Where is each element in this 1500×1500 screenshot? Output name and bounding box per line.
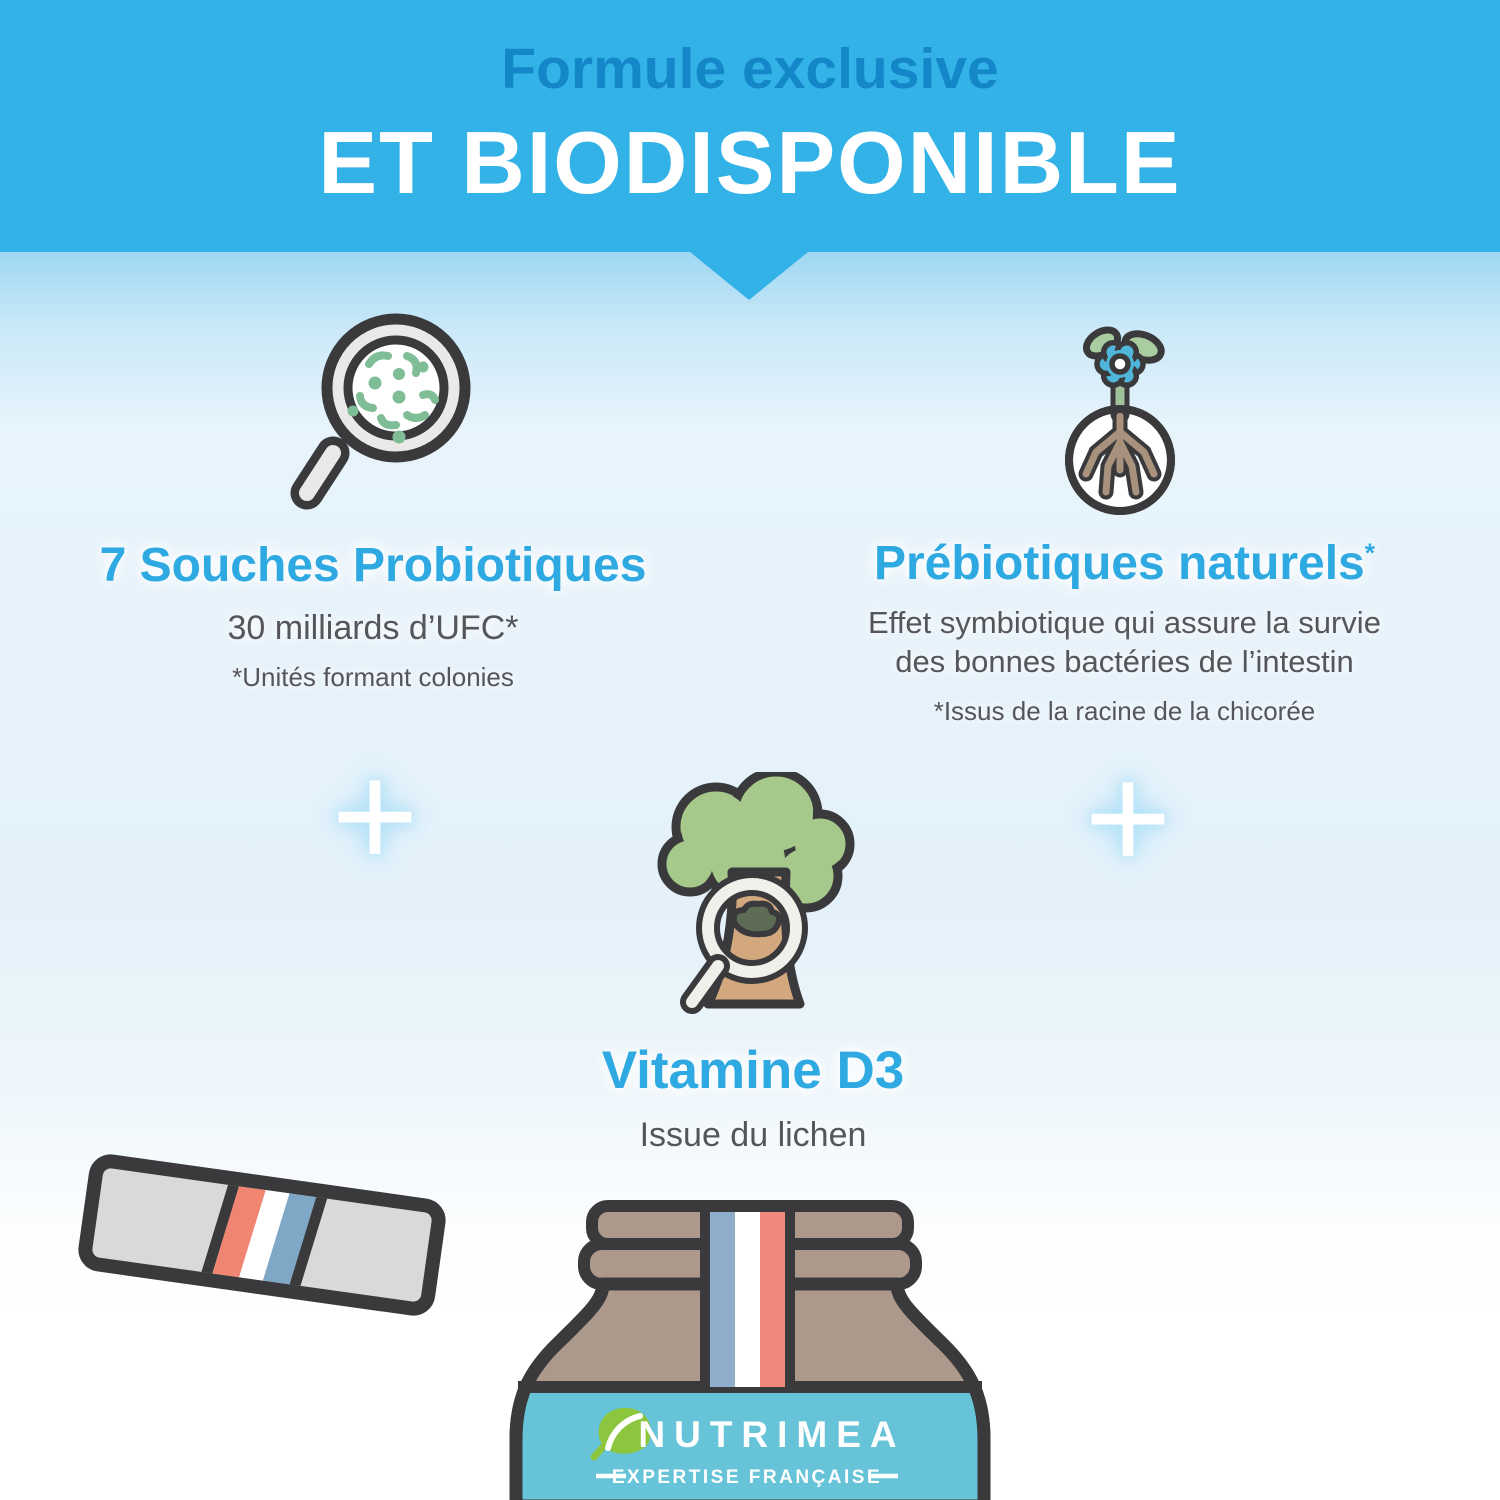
- vitamin-d3-title: Vitamine D3: [601, 1041, 905, 1100]
- vitamin-d3-subtitle: Issue du lichen: [639, 1116, 867, 1155]
- prebiotics-title-asterisk: *: [1364, 538, 1376, 568]
- probiotics-subtitle: 30 milliards d’UFC*: [227, 608, 519, 647]
- section-prebiotics: [812, 538, 1437, 727]
- prebiotics-title-text: Prébiotiques naturels: [873, 537, 1365, 590]
- banner-subtitle: Formule exclusive: [501, 37, 999, 101]
- prebiotics-description: [812, 603, 1437, 682]
- magnifier-bacteria-icon: [283, 312, 518, 529]
- section-probiotics: [48, 540, 698, 693]
- plus-sign-right: +: [1084, 733, 1172, 901]
- sprout-roots-icon: [1052, 320, 1197, 525]
- tree-lichen-magnifier-icon: [648, 772, 860, 1027]
- bottle-cap: [76, 1152, 449, 1319]
- prebiotics-description-line1: Effet symbiotique qui assure la survie: [868, 604, 1381, 640]
- prebiotics-description-line2: des bonnes bactéries de l’intestin: [895, 644, 1354, 680]
- probiotics-footnote: *Unités formant colonies: [232, 661, 514, 692]
- bottle-flag-band: [700, 1212, 795, 1387]
- section-vitamin-d3: [493, 1042, 1013, 1155]
- supplement-bottle: [500, 1200, 1000, 1500]
- probiotics-title: 7 Souches Probiotiques: [99, 539, 647, 592]
- banner-pointer-triangle: [690, 252, 808, 300]
- french-flag-stripes: [198, 1177, 330, 1297]
- prebiotics-footnote: *Issus de la racine de la chicorée: [933, 696, 1316, 727]
- plus-sign-left: +: [331, 731, 419, 899]
- header-banner: [0, 0, 1500, 252]
- prebiotics-title: [812, 538, 1437, 591]
- brand-name: NUTRIMEA: [638, 1414, 906, 1455]
- brand-tagline: EXPERTISE FRANÇAISE: [611, 1467, 883, 1488]
- banner-title: ET BIODISPONIBLE: [318, 113, 1182, 212]
